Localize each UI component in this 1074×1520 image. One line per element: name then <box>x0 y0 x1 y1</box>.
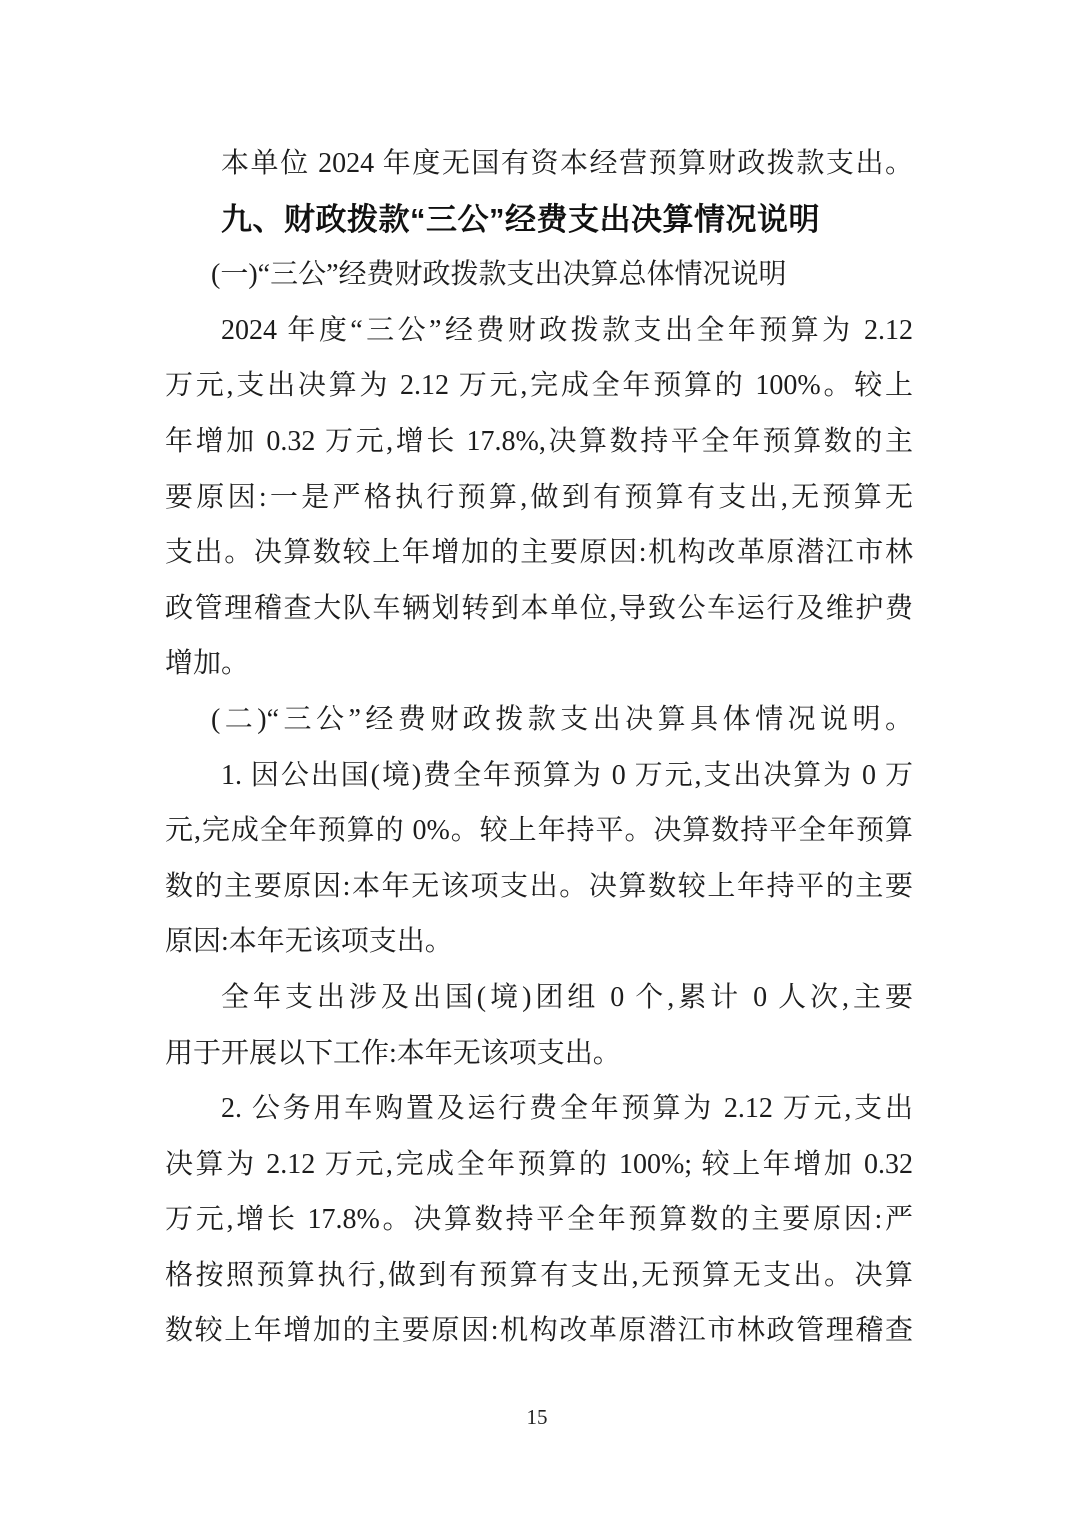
paragraph-line: 支出。决算数较上年增加的主要原因:机构改革原潜江市林 <box>165 537 913 569</box>
paragraph-line: 要原因:一是严格执行预算,做到有预算有支出,无预算无 <box>165 481 913 513</box>
paragraph-line: 数的主要原因:本年无该项支出。决算数较上年持平的主要 <box>165 870 913 902</box>
paragraph-line: 格按照预算执行,做到有预算有支出,无预算无支出。决算 <box>165 1259 913 1291</box>
paragraph-line: 2. 公务用车购置及运行费全年预算为 2.12 万元,支出 <box>221 1093 913 1125</box>
paragraph-line: 万元,增长 17.8%。决算数持平全年预算数的主要原因:严 <box>165 1204 913 1236</box>
paragraph-line: 原因:本年无该项支出。 <box>165 926 453 958</box>
paragraph-line: 2024 年度“三公”经费财政拨款支出全年预算为 2.12 <box>221 314 913 346</box>
paragraph-line: 政管理稽查大队车辆划转到本单位,导致公车运行及维护费 <box>165 592 913 624</box>
paragraph-line: 1. 因公出国(境)费全年预算为 0 万元,支出决算为 0 万 <box>221 759 913 791</box>
section-heading: 九、财政拨款“三公”经费支出决算情况说明 <box>221 201 820 237</box>
paragraph-line: 元,完成全年预算的 0%。较上年持平。决算数持平全年预算 <box>165 815 913 847</box>
document-body <box>165 136 913 1359</box>
paragraph-line: 年增加 0.32 万元,增长 17.8%,决算数持平全年预算数的主 <box>165 425 913 457</box>
subsection-heading: (二)“三公”经费财政拨款支出决算具体情况说明。 <box>211 703 913 735</box>
paragraph-line: 全年支出涉及出国(境)团组 0 个,累计 0 人次,主要 <box>221 981 913 1013</box>
paragraph-line: 增加。 <box>165 648 250 680</box>
paragraph-line: 本单位 2024 年度无国有资本经营预算财政拨款支出。 <box>221 148 913 179</box>
page-number: 15 <box>526 1405 548 1429</box>
paragraph-line: 万元,支出决算为 2.12 万元,完成全年预算的 100%。较上 <box>165 370 913 402</box>
paragraph-line: 用于开展以下工作:本年无该项支出。 <box>165 1037 621 1069</box>
subsection-heading: (一)“三公”经费财政拨款支出决算总体情况说明 <box>211 259 787 291</box>
paragraph-line: 数较上年增加的主要原因:机构改革原潜江市林政管理稽查 <box>165 1315 913 1347</box>
paragraph-line: 决算为 2.12 万元,完成全年预算的 100%; 较上年增加 0.32 <box>165 1148 913 1180</box>
